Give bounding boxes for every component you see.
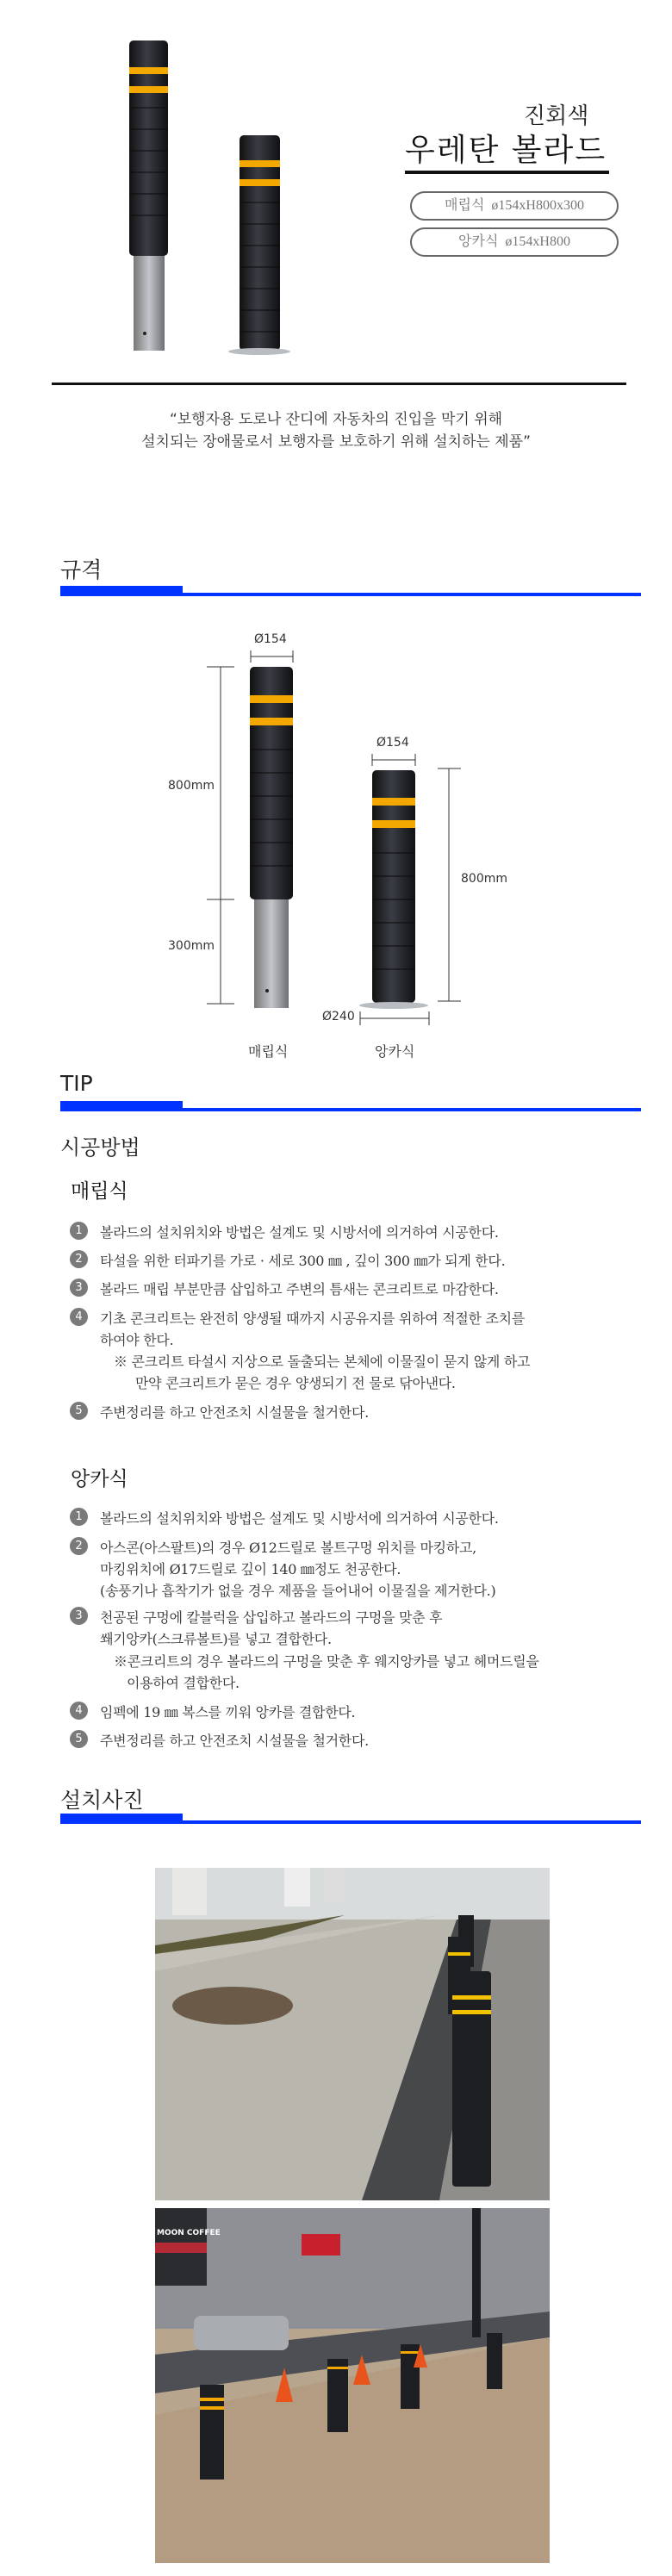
step-number-icon: 2 <box>70 1250 88 1268</box>
hero-bollard-buried-image <box>121 34 293 362</box>
quote-line: “보행자용 도로나 잔디에 자동차의 진입을 막기 위해 <box>169 411 503 428</box>
step-number-icon: 4 <box>70 1308 88 1326</box>
buried-diameter-label: Ø154 <box>254 632 287 646</box>
step-number-icon: 3 <box>70 1607 88 1625</box>
install-photo-1 <box>155 1868 550 2200</box>
step-text: 하여야 한다. <box>100 1332 174 1348</box>
title-underline <box>405 171 609 174</box>
intro-quote <box>0 408 672 453</box>
step-text: (송풍기나 흡착기가 없을 경우 제품을 들어내어 이물질을 제거한다.) <box>100 1583 496 1599</box>
section-bar <box>60 586 183 596</box>
step-number-icon: 2 <box>70 1537 88 1555</box>
section-line <box>183 1820 641 1824</box>
section-bar <box>60 1101 183 1111</box>
spec-pill-buried: 매립식 ø154xH800x300 <box>410 191 619 221</box>
spec-pill-anchor: 앙카식 ø154xH800 <box>410 227 619 257</box>
step-text: 타설을 위한 터파기를 가로 · 세로 300 ㎜ , 깊이 300 ㎜가 되게 한다. <box>100 1253 506 1269</box>
anchor-type-label: 앙카식 <box>375 1043 415 1060</box>
step-text: 주변정리를 하고 안전조치 시설물을 철거한다. <box>100 1404 369 1421</box>
step-text: 기초 콘크리트는 완전히 양생될 때까지 시공유지를 위하여 적절한 조치를 <box>100 1310 525 1327</box>
step-note: ※ 콘크리트 타설시 지상으로 돌출되는 본체에 이물질이 묻지 않게 하고 <box>114 1353 531 1370</box>
quote-line: 설치되는 장애물로서 보행자를 보호하기 위해 설치하는 제품” <box>141 433 531 451</box>
section-title-tip: TIP <box>60 1071 93 1096</box>
section-title-spec: 규격 <box>60 557 103 582</box>
product-title: 우레탄 볼라드 <box>405 133 607 168</box>
step-text: 아스콘(아스팔트)의 경우 Ø12드릴로 볼트구멍 위치를 마킹하고, <box>100 1540 476 1556</box>
step-number-icon: 4 <box>70 1702 88 1720</box>
buried-height-label: 800mm <box>168 779 215 793</box>
method-title: 시공방법 <box>60 1136 140 1160</box>
step-text: 볼라드의 설치위치와 방법은 설계도 및 시방서에 의거하여 시공한다. <box>100 1224 499 1241</box>
step-note: ※콘크리트의 경우 볼라드의 구멍을 맞춘 후 웨지앙카를 넣고 헤머드릴을 <box>114 1653 539 1670</box>
step-text: 천공된 구멍에 칼블럭을 삽입하고 볼라드의 구멍을 맞춘 후 <box>100 1609 443 1626</box>
step-text: 쐐기앙카(스크류볼트)를 넣고 결합한다. <box>100 1631 332 1647</box>
section-bar <box>60 1814 183 1824</box>
buried-depth-label: 300mm <box>168 939 215 953</box>
step-text: 임펙에 19 ㎜ 복스를 끼워 앙카를 결합한다. <box>100 1704 356 1720</box>
section-title-photos: 설치사진 <box>60 1788 144 1813</box>
spec-diagram <box>155 629 517 1034</box>
step-number-icon: 1 <box>70 1222 88 1240</box>
step-note: 이용하여 결합한다. <box>127 1675 240 1691</box>
step-number-icon: 1 <box>70 1508 88 1526</box>
buried-type-label: 매립식 <box>248 1043 289 1060</box>
step-text: 마킹위치에 Ø17드릴로 깊이 140 ㎜정도 천공한다. <box>100 1561 401 1577</box>
color-label: 진회색 <box>524 103 589 129</box>
step-number-icon: 3 <box>70 1279 88 1297</box>
anchor-diameter-label: Ø154 <box>376 736 409 750</box>
install-photo-2 <box>155 2208 550 2563</box>
step-number-icon: 5 <box>70 1730 88 1748</box>
anchor-height-label: 800mm <box>461 872 507 886</box>
buried-method-title: 매립식 <box>71 1180 128 1203</box>
hero-divider <box>52 383 626 385</box>
anchor-method-title: 앙카식 <box>71 1468 128 1490</box>
step-text: 주변정리를 하고 안전조치 시설물을 철거한다. <box>100 1733 369 1749</box>
step-note: 만약 콘크리트가 묻은 경우 양생되기 전 물로 닦아낸다. <box>135 1375 456 1391</box>
step-text: 볼라드의 설치위치와 방법은 설계도 및 시방서에 의거하여 시공한다. <box>100 1510 499 1527</box>
coffee-shop-sign: MOON COFFEE <box>157 2229 221 2237</box>
section-line <box>183 1108 641 1111</box>
step-number-icon: 5 <box>70 1402 88 1420</box>
anchor-base-label: Ø240 <box>322 1010 355 1024</box>
section-line <box>183 593 641 596</box>
step-text: 볼라드 매립 부분만큼 삽입하고 주변의 틈새는 콘크리트로 마감한다. <box>100 1281 499 1297</box>
